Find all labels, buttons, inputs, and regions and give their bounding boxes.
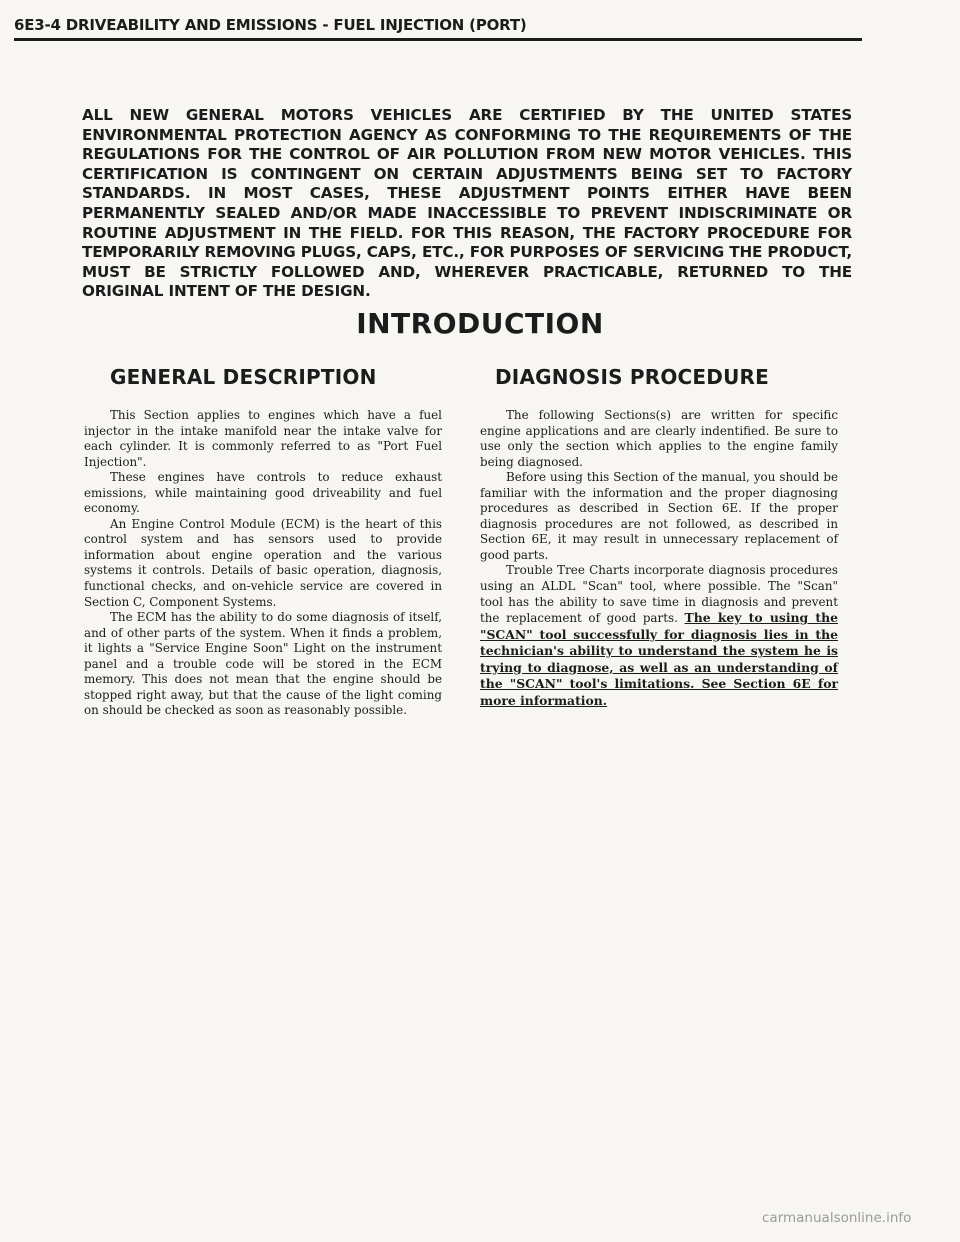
general-description-heading: GENERAL DESCRIPTION	[110, 365, 377, 389]
watermark: carmanualsonline.info	[762, 1210, 912, 1226]
paragraph: The ECM has the ability to do some diagnosis of itself, and of other parts of the system. When it finds a problem, it lights a "Service Engine Soon" Light on the instrument panel and a trouble code will be stored in the ECM memory. This does not mean that the engine should be stopped right away, but that the cause of the light coming on should be checked as soon as reasonably possible.	[84, 610, 442, 718]
scan-tool-emphasis-note: The key to using the "SCAN" tool successfully for diagnosis lies in the technician's ability to understand the system he is trying to diagnose, as well as an understanding of the "SCAN" tool's limitations. See Section 6E for more information.	[480, 610, 838, 708]
paragraph: These engines have controls to reduce exhaust emissions, while maintaining good driveability and fuel economy.	[84, 470, 442, 516]
epa-certification-notice: ALL NEW GENERAL MOTORS VEHICLES ARE CERTIFIED BY THE UNITED STATES ENVIRONMENTAL PROTECTION AGENCY AS CONFORMING TO THE REQUIREMENTS OF THE REGULATIONS FOR THE CONTROL OF AIR POLLUTION FROM NEW MOTOR VEHICLES. THIS CERTIFICATION IS CONTINGENT ON CERTAIN ADJUSTMENTS BEING SET TO FACTORY STANDARDS. IN MOST CASES, THESE ADJUSTMENT POINTS EITHER HAVE BEEN PERMANENTLY SEALED AND/OR MADE INACCESSIBLE TO PREVENT INDISCRIMINATE OR ROUTINE ADJUSTMENT IN THE FIELD. FOR THIS REASON, THE FACTORY PROCEDURE FOR TEMPORARILY REMOVING PLUGS, CAPS, ETC., FOR PURPOSES OF SERVICING THE PRODUCT, MUST BE STRICTLY FOLLOWED AND, WHEREVER PRACTICABLE, RETURNED TO THE ORIGINAL INTENT OF THE DESIGN.	[82, 106, 852, 301]
section-title: INTRODUCTION	[356, 307, 604, 340]
paragraph: The following Sections(s) are written for specific engine applications and are clearly indentified. Be sure to use only the section which applies to the engine family being diagnosed.	[480, 408, 838, 469]
general-description-column	[84, 408, 442, 719]
paragraph: This Section applies to engines which have a fuel injector in the intake manifold near the intake valve for each cylinder. It is commonly referred to as "Port Fuel Injection".	[84, 408, 442, 469]
paragraph: Before using this Section of the manual, you should be familiar with the information and the proper diagnosing procedures as described in Section 6E. If the proper diagnosis procedures are not followed, as described in Section 6E, it may result in unnecessary replacement of good parts.	[480, 470, 838, 562]
paragraph-text: Trouble Tree Charts incorporate diagnosis procedures using an ALDL "Scan" tool, where possible. The "Scan" tool has the ability to save time in diagnosis and prevent the replacement of good parts.	[480, 563, 838, 626]
page-header: 6E3-4 DRIVEABILITY AND EMISSIONS - FUEL INJECTION (PORT)	[14, 16, 527, 34]
paragraph	[480, 563, 838, 709]
diagnosis-procedure-column	[480, 408, 838, 709]
header-rule	[14, 38, 862, 41]
diagnosis-procedure-heading: DIAGNOSIS PROCEDURE	[495, 365, 769, 389]
paragraph: An Engine Control Module (ECM) is the heart of this control system and has sensors used to provide information about engine operation and the various systems it controls. Details of basic operation, diagnosis, functional checks, and on-vehicle service are covered in Section C, Component Systems.	[84, 516, 442, 609]
